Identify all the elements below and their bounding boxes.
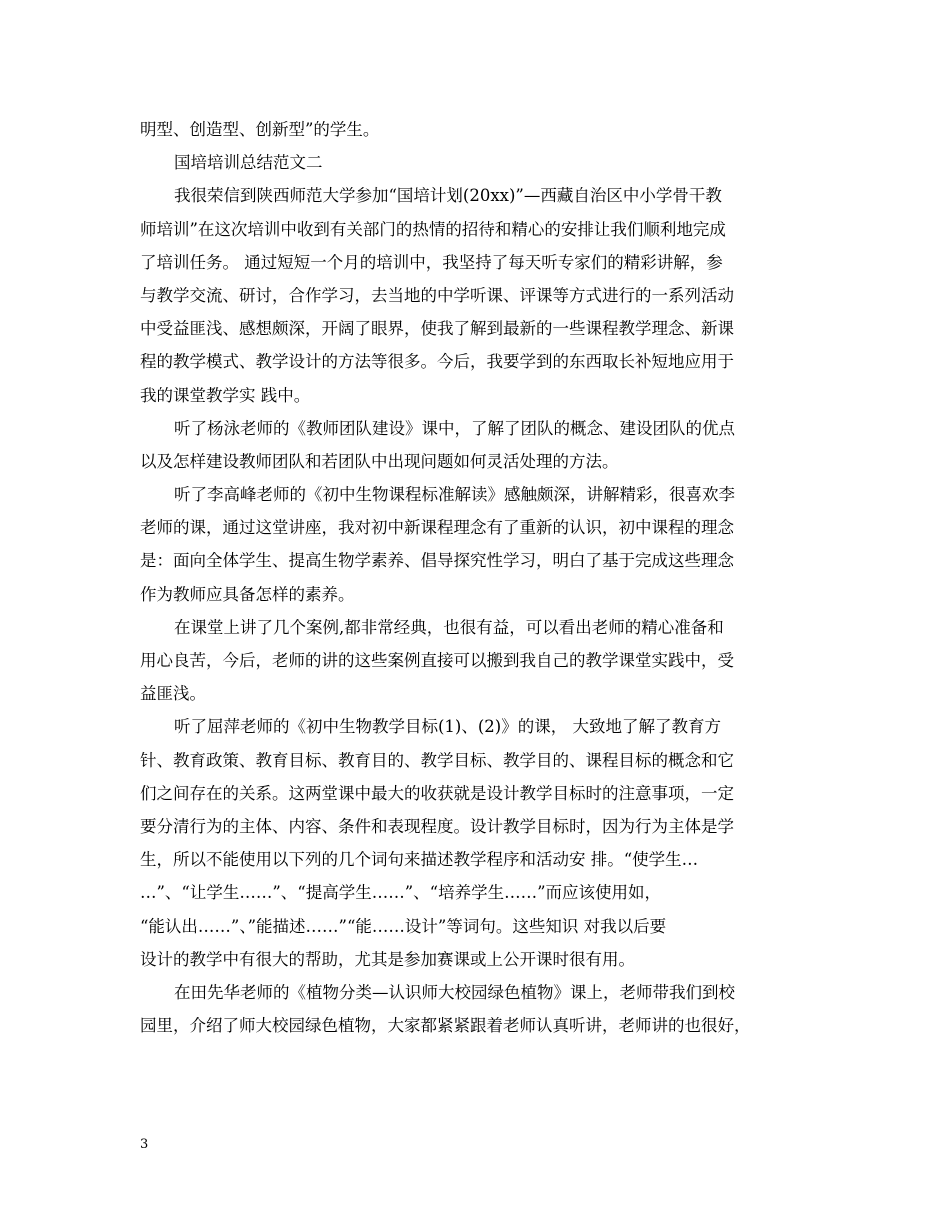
text-line: 国培培训总结范文二: [174, 153, 323, 173]
text-line: 是：面向全体学生、提高生物学素养、倡导探究性学习，明白了基于完成这些理念: [140, 551, 734, 571]
text-line: 听了屈萍老师的《初中生物教学目标(1)、(2)》的课， 大致地了解了教育方: [174, 717, 721, 737]
text-line: 老师的课，通过这堂讲座，我对初中新课程理念有了重新的认识，初中课程的理念: [140, 518, 734, 538]
text-line: 我很荣信到陕西师范大学参加“国培计划(20xx)”—西藏自治区中小学骨干教: [174, 186, 722, 206]
text-line: 针、教育政策、教育目标、教育目的、教学目标、教学目的、课程目标的概念和它: [140, 750, 734, 770]
text-line: 中受益匪浅、感想颇深，开阔了眼界，使我了解到最新的一些课程教学理念、新课: [140, 319, 734, 339]
text-line: 听了杨泳老师的《教师团队建设》课中，了解了团队的概念、建设团队的优点: [174, 418, 735, 438]
text-line: 在田先华老师的《植物分类—认识师大校园绿色植物》课上，老师带我们到校: [174, 982, 735, 1002]
text-line: 听了李高峰老师的《初中生物课程标准解读》感触颇深，讲解精彩，很喜欢李: [174, 485, 735, 505]
text-line: 用心良苦，今后，老师的讲的这些案例直接可以搬到我自己的教学课堂实践中，受: [140, 651, 734, 670]
text-line: …”、“让学生……”、“提高学生……”、“培养学生……”而应该使用如，: [140, 883, 662, 903]
text-line: 与教学交流、研讨，合作学习，去当地的中学听课、评课等方式进行的一系列活动: [140, 285, 734, 305]
text-line: 作为教师应具备怎样的素养。: [140, 584, 355, 604]
text-line: 益匪浅。: [140, 684, 206, 704]
body-text: [140, 113, 816, 1042]
text-line: 设计的教学中有很大的帮助，尤其是参加赛课或上公开课时很有用。: [140, 949, 635, 969]
text-line: 生，所以不能使用以下列的几个词句来描述教学程序和活动安 排。“使学生…: [140, 850, 699, 870]
page-number: 3: [140, 1137, 149, 1152]
text-line: 了培训任务。 通过短短一个月的培训中，我坚持了每天听专家们的精彩讲解，参: [140, 252, 723, 272]
text-line: “能认出……”、”能描述……”“能……设计”等词句。这些知识 对我以后要: [140, 916, 667, 936]
text-line: 园里，介绍了师大校园绿色植物，大家都紧紧跟着老师认真听讲，老师讲的也很好，: [140, 1016, 751, 1036]
text-line: 我的课堂教学实 践中。: [140, 385, 311, 405]
text-line: 明型、创造型、创新型”的学生。: [140, 120, 380, 139]
text-line: 要分清行为的主体、内容、条件和表现程度。设计教学目标时，因为行为主体是学: [140, 816, 734, 836]
text-line: 在课堂上讲了几个案例,都非常经典，也很有益，可以看出老师的精心准备和: [174, 617, 724, 637]
text-line: 程的教学模式、教学设计的方法等很多。今后，我要学到的东西取长补短地应用于: [140, 352, 734, 372]
text-line: 以及怎样建设教师团队和若团队中出现问题如何灵活处理的方法。: [140, 451, 619, 471]
text-line: 们之间存在的关系。这两堂课中最大的收获就是设计教学目标时的注意事项，一定: [140, 783, 734, 803]
text-line: 师培训”在这次培训中收到有关部门的热情的招待和精心的安排让我们顺利地完成: [140, 219, 726, 239]
